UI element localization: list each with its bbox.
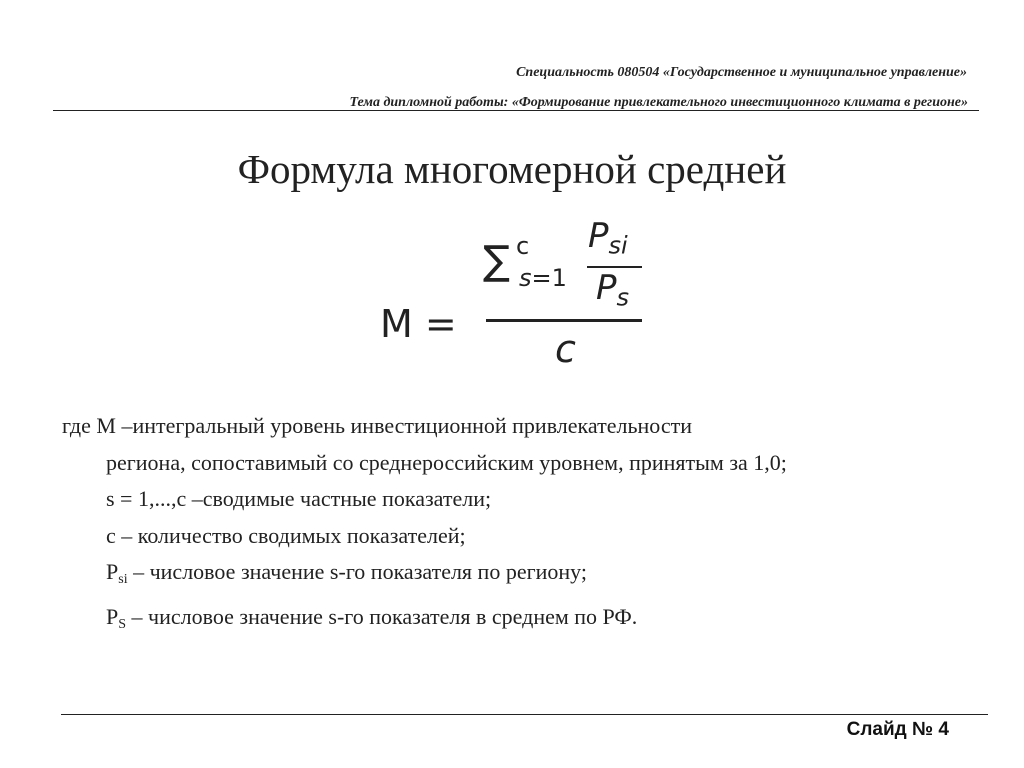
definition-c: с – количество сводимых показателей; [106,522,466,548]
summation-sign: ∑ [483,238,510,284]
slide-number: Слайд № 4 [846,719,949,740]
specialty-header: Специальность 080504 «Государственное и муниципальное управление» [516,65,967,80]
header-divider [53,110,979,111]
inner-denominator [596,268,629,312]
psi-description: – числовое значение s-го показателя по региону; [127,559,587,584]
ps-description: – числовое значение s-го показателя в среднем по РФ. [126,603,638,629]
footer-divider [61,714,988,715]
inner-numerator-var: P [588,216,609,256]
definitions-list [62,408,787,643]
definition-m-continued: региона, сопоставимый со среднероссийским уровнем, принятым за 1,0; [106,449,787,475]
summation-index: s [519,264,532,292]
thesis-topic-header: Тема дипломной работы: «Формирование привлекательного инвестиционного климата в регионе» [349,95,968,110]
inner-denominator-var: P [596,268,617,308]
main-fraction-bar [486,319,642,322]
ps-symbol: P [106,603,119,629]
inner-numerator [588,216,628,260]
psi-symbol: P [106,559,119,584]
summation-lower-limit [519,264,567,292]
psi-subscript: si [118,572,128,588]
inner-denominator-sub: s [616,283,630,312]
definition-ps [62,599,787,644]
definition-psi [62,554,787,599]
slide-title: Формула многомерной средней [237,146,787,192]
definition-m: где М –интегральный уровень инвестиционной привлекательности [62,413,692,438]
summation-start: =1 [531,264,567,292]
formula [380,212,660,382]
summation-upper-limit: c [516,232,530,260]
inner-numerator-sub: si [608,231,628,260]
definition-s: s = 1,...,c –сводимые частные показатели; [106,486,492,511]
formula-lhs: M = [380,302,457,346]
main-denominator: c [555,327,576,371]
ps-subscript: S [118,616,127,632]
